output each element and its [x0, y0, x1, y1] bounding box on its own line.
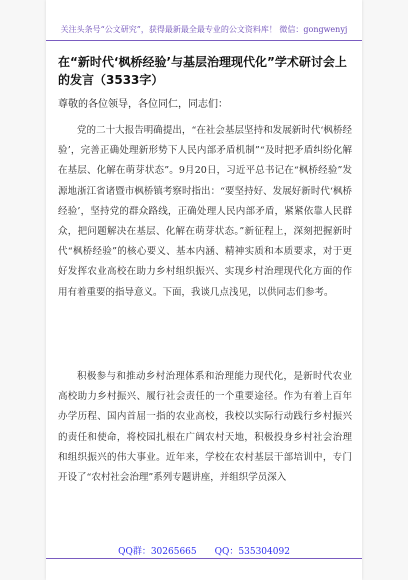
header-divider: [46, 40, 362, 41]
document-title: 在“新时代‘枫桥经验’与基层治理现代化”学术研讨会上的发言（3533字）: [58, 55, 347, 87]
footer-divider: [46, 558, 362, 559]
footer-qq-contact: QQ：535304092: [214, 547, 290, 557]
document-page: [46, 0, 362, 580]
salutation: 尊敬的各位领导，各位同仁，同志们：: [58, 99, 228, 110]
page-footer: [46, 544, 362, 557]
footer-qq-group: QQ群：30265665: [118, 547, 197, 557]
body-paragraph: 党的二十大报告明确提出，“在社会基层坚持和发展新时代‘枫桥经验’，完善正确处理新形势下人民内部矛盾机制”“及时把矛盾纠纷化解在基层、化解在萌芽状态”。9月20日，习近平总书记在“枫桥经验”发源地浙江省诸暨市枫桥镇考察时指出：“要坚持好、发展好新时代‘枫桥经验’，坚持党的群众路线，正确处理人民内部矛盾，紧紧依靠人民群众，把问题解决在基层、化解在萌芽状态。”新征程上，深刻把握新时代“枫桥经验”的核心要义、基本内涵、精神实质和本质要求，对于更好发挥农业高校在助力乡村组织振兴、实现乡村治理现代化方面的作用有着重要的指导意义。下面，我谈几点浅见，以供同志们参考。: [58, 125, 352, 298]
page-header: 关注头条号“公文研究”，获得最新最全最专业的公文资料库！ 微信：gongwenyj: [60, 25, 348, 34]
body-paragraph: 积极参与和推动乡村治理体系和治理能力现代化，是新时代农业高校助力乡村振兴、履行社会责任的一个重要途径。作为有着上百年办学历程、国内首屈一指的农业高校，我校以实际行动践行乡村振兴的责任和使命，将校园扎根在广阔农村天地，积极投身乡村社会治理和组织振兴的伟大事业。近年来，学校在农村基层干部培训中，专门开设了“农村社会治理”系列专题讲座，并组织学员深入: [58, 371, 352, 484]
